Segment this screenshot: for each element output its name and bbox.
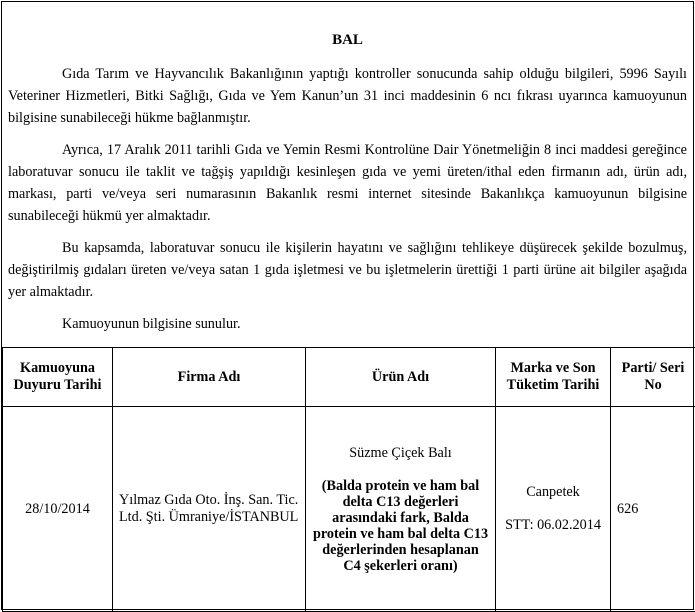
cell-firm: Yılmaz Gıda Oto. İnş. San. Tic. Ltd. Şti. Ümraniye/İSTANBUL [113, 407, 306, 612]
table-row [3, 407, 695, 612]
header-product: Ürün Adı [306, 348, 496, 407]
product-note: (Balda protein ve ham bal delta C13 değerleri arasındaki fark, Balda protein ve ham bal delta C13 değerlerinden hesaplanan C4 şekerleri oranı) [312, 478, 489, 574]
table-header-row [3, 348, 695, 407]
cell-date: 28/10/2014 [3, 407, 113, 612]
cell-batch: 626 [611, 407, 695, 612]
document-page [1, 1, 694, 610]
document-title: BAL [2, 32, 693, 49]
paragraph-3: Bu kapsamda, laboratuvar sonucu ile kişilerin hayatını ve sağlığını tehlikeye düşürecek şekilde bozulmuş, değiştirilmiş gıdaları üreten ve/veya satan 1 gıda işletmesi ve bu işletmelerin ürettiği 1 parti ürüne ait bilgiler aşağıda yer almaktadır. [2, 237, 693, 303]
cell-product [306, 407, 496, 612]
expiry-date: STT: 06.02.2014 [502, 517, 604, 534]
header-firm: Firma Adı [113, 348, 306, 407]
announcement-table [2, 347, 695, 612]
paragraph-2: Ayrıca, 17 Aralık 2011 tarihli Gıda ve Yemin Resmi Kontrolüne Dair Yönetmeliğin 8 inci maddesi gereğince laboratuvar sonucu ile taklit ve tağşiş yapıldığı kesinleşen gıda ve yemi üreten/ithal eden firmanın adı, ürün adı, markası, parti ve/veya seri numarasının Bakanlık resmi internet sitesinde Bakanlıkça kamuoyunun bilgisine sunabileceği hükmü yer almaktadır. [2, 139, 693, 227]
header-date: Kamuoyuna Duyuru Tarihi [3, 348, 113, 407]
header-batch: Parti/ Seri No [611, 348, 695, 407]
paragraph-1: Gıda Tarım ve Hayvancılık Bakanlığının yaptığı kontroller sonucunda sahip olduğu bilgileri, 5996 Sayılı Veteriner Hizmetleri, Bitki Sağlığı, Gıda ve Yem Kanun’un 31 inci maddesinin 6 ncı fıkrası uyarınca kamuoyunun bilgisine sunabileceği hükme bağlanmıştır. [2, 63, 693, 129]
header-brand: Marka ve Son Tüketim Tarihi [496, 348, 611, 407]
product-name: Süzme Çiçek Balı [312, 445, 489, 462]
cell-brand [496, 407, 611, 612]
brand-name: Canpetek [502, 484, 604, 501]
paragraph-4: Kamuoyunun bilgisine sunulur. [2, 313, 693, 335]
